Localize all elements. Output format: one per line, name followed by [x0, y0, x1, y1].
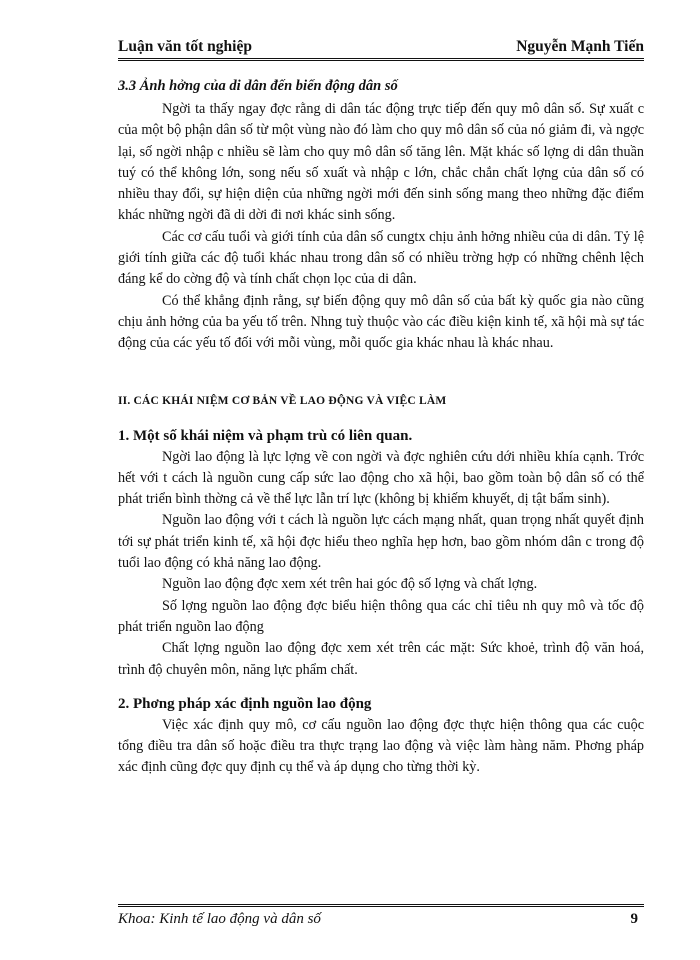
paragraph: Nguồn lao động đợc xem xét trên hai góc độ số lợng và chất lợng.	[162, 576, 538, 593]
footer-faculty: Khoa: Kinh tế lao động và dân số	[118, 911, 321, 927]
paragraph: Ngời ta thấy ngay đợc rằng di dân tác động trực tiếp đến quy mô dân số. Sự xuất c của một bộ phận dân số từ một vùng nào đó làm cho quy mô dân số của nó giảm đi, và ngợc lại, số ngời nhập c nhiều sẽ làm cho quy mô dân số tăng lên. Mặt khác số lợng di dân thuần tuý có thể không lớn, song nếu số xuất và nhập c lớn, chắc chắn chất lợng của dân số có nhiều thay đổi, sự hiện diện của những ngời mới đến sinh sống mang theo những đặc điểm khác những ngời đã di dời đi nơi khác sinh sống.	[118, 101, 644, 224]
paragraph: Ngời lao động là lực lợng về con ngời và đợc nghiên cứu dới nhiều khía cạnh. Trớc hết với t cách là nguồn cung cấp sức lao động cho xã hội, bao gồm toàn bộ dân số có thể phát triển bình thờng cả về thể lực lẫn trí lực (không bị khiếm khuyết, dị tật bẩm sinh).	[118, 448, 644, 508]
paragraph: Nguồn lao động với t cách là nguồn lực cách mạng nhất, quan trọng nhất quyết định tới sự phát triển kinh tế, xã hội đợc hiểu theo nghĩa hẹp hơn, bao gồm nhóm dân c trong độ tuổi lao động có khả năng lao động.	[118, 512, 644, 572]
paragraph: Có thể khẳng định rằng, sự biến động quy mô dân số của bất kỳ quốc gia nào cũng chịu ảnh hởng của ba yếu tố trên. Nhng tuỳ thuộc vào các điều kiện kinh tế, xã hội mà sự tác động của các yếu tố đối với mỗi vùng, mỗi quốc gia khác nhau là khác nhau.	[118, 292, 644, 352]
header-author-name: Nguyễn Mạnh Tiến	[516, 38, 644, 55]
paragraph: Chất lợng nguồn lao động đợc xem xét trên các mặt: Sức khoẻ, trình độ văn hoá, trình độ chuyên môn, năng lực phẩm chất.	[118, 640, 644, 678]
paragraph: Số lợng nguồn lao động đợc biểu hiện thông qua các chỉ tiêu nh quy mô và tốc độ phát triển nguồn lao động	[118, 597, 644, 635]
paragraph: Việc xác định quy mô, cơ cấu nguồn lao động đợc thực hiện thông qua các cuộc tổng điều tra dân số hoặc điều tra thực trạng lao động và việc làm hàng năm. Phơng pháp xác định cũng đợc quy định cụ thể và áp dụng cho từng thời kỳ.	[118, 716, 644, 776]
running-footer	[118, 904, 644, 931]
page-number: 9	[630, 911, 638, 927]
part-II-heading: II. CÁC KHÁI NIỆM CƠ BẢN VỀ LAO ĐỘNG VÀ VIỆC LÀM	[118, 394, 447, 407]
subsection-2-heading: 2. Phơng pháp xác định nguồn lao động	[118, 695, 372, 712]
paragraph: Các cơ cấu tuổi và giới tính của dân số cungtx chịu ảnh hởng nhiều của di dân. Tỷ lệ giới tính giữa các độ tuổi khác nhau trong dân số có nhiều trờng hợp có những chênh lệch đáng kể do cờng độ và tính chất chọn lọc của di dân.	[118, 228, 644, 288]
running-header	[118, 36, 644, 61]
subsection-1-heading: 1. Một số khái niệm và phạm trù có liên quan.	[118, 427, 413, 444]
section-3-3-heading: 3.3 Ảnh hởng của di dân đến biến động dân số	[118, 78, 398, 94]
page-body	[118, 76, 644, 779]
header-thesis-title: Luận văn tốt nghiệp	[118, 38, 252, 55]
